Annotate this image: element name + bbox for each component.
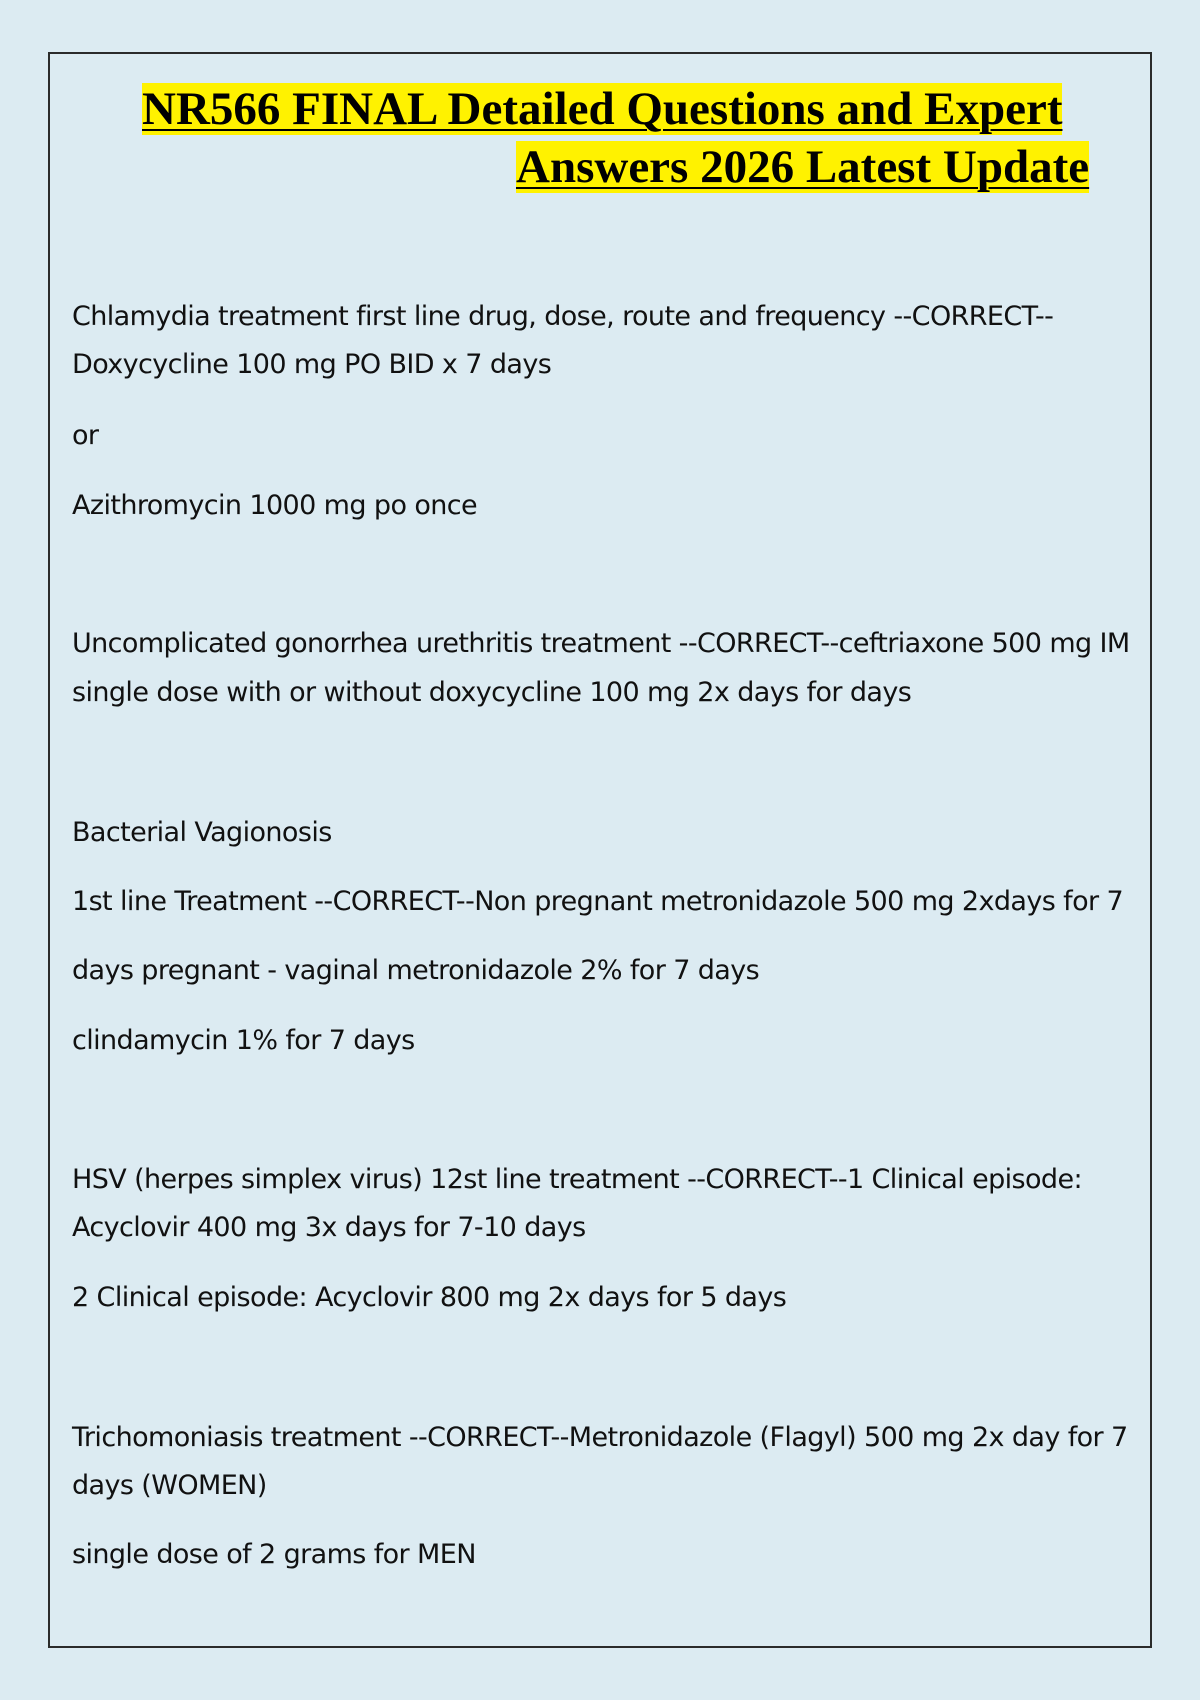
chlamydia-answer-2: Azithromycin 1000 mg po once (72, 490, 478, 521)
trich-line-1: Trichomoniasis treatment --CORRECT--Metronidazole (Flagyl) 500 mg 2x day for 7 (72, 1422, 1128, 1453)
chlamydia-or: or (72, 420, 99, 451)
hsv-line-2: Acyclovir 400 mg 3x days for 7-10 days (72, 1212, 586, 1243)
document-page (48, 52, 1152, 1648)
bv-heading: Bacterial Vagionosis (72, 817, 332, 848)
bv-line-1: 1st line Treatment --CORRECT--Non pregnant metronidazole 500 mg 2xdays for 7 (72, 886, 1124, 917)
title-line-2: Answers 2026 Latest Update (516, 141, 1090, 193)
bv-line-3: clindamycin 1% for 7 days (72, 1025, 415, 1056)
trich-line-3: single dose of 2 grams for MEN (72, 1539, 476, 1570)
chlamydia-answer-1: Doxycycline 100 mg PO BID x 7 days (72, 349, 552, 380)
bv-line-2: days pregnant - vaginal metronidazole 2% for 7 days (72, 955, 760, 986)
gonorrhea-line-2: single dose with or without doxycycline 100 mg 2x days for days (72, 677, 912, 708)
trich-line-2: days (WOMEN) (72, 1470, 267, 1501)
hsv-line-1: HSV (herpes simplex virus) 12st line treatment --CORRECT--1 Clinical episode: (72, 1164, 1082, 1195)
chlamydia-question: Chlamydia treatment first line drug, dose, route and frequency --CORRECT-- (72, 301, 1054, 332)
title-line-1: NR566 FINAL Detailed Questions and Expert (142, 83, 1063, 135)
gonorrhea-line-1: Uncomplicated gonorrhea urethritis treatment --CORRECT--ceftriaxone 500 mg IM (72, 628, 1130, 659)
hsv-line-3: 2 Clinical episode: Acyclovir 800 mg 2x days for 5 days (72, 1282, 787, 1313)
